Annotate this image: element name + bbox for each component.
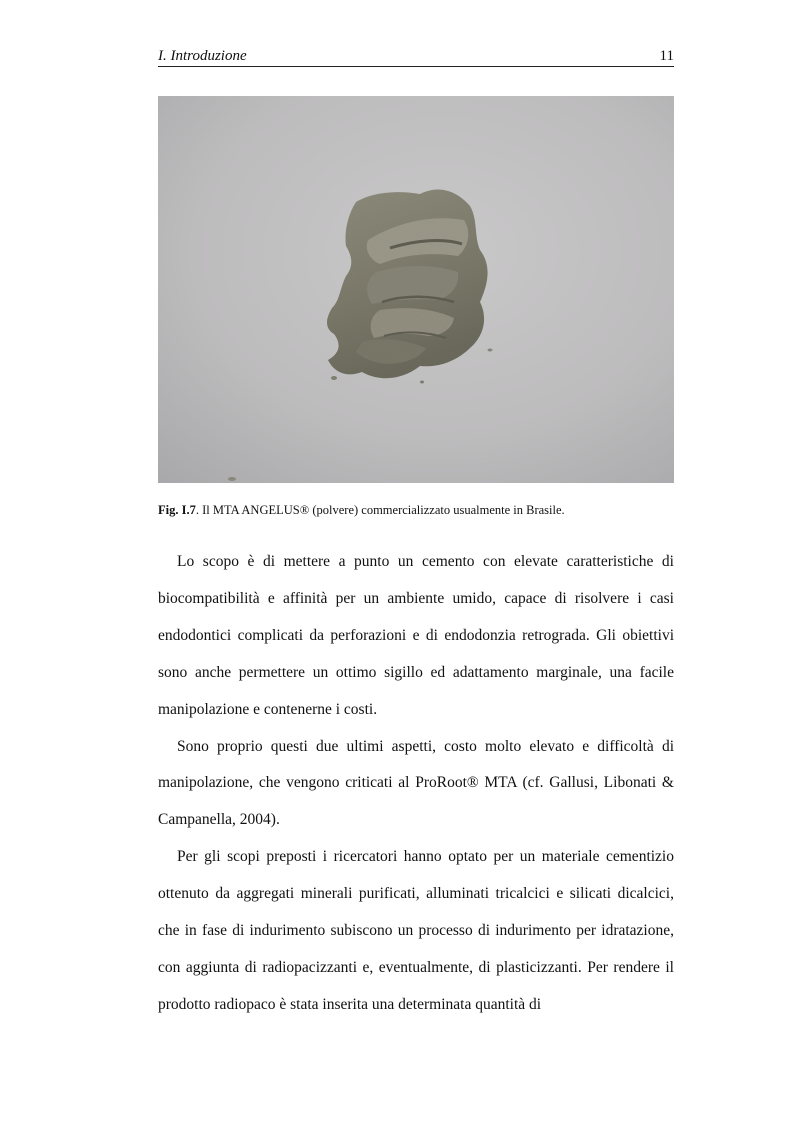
- figure-photo-mta-powder: [158, 96, 674, 483]
- chapter-title: I. Introduzione: [158, 48, 247, 64]
- page-number: 11: [659, 48, 674, 64]
- figure-label: Fig. I.7: [158, 503, 196, 517]
- running-header: [158, 46, 674, 67]
- powder-photo: [158, 96, 674, 483]
- figure-caption-text: . Il MTA ANGELUS® (polvere) commercializzato usualmente in Brasile.: [195, 503, 565, 517]
- paragraph: Sono proprio questi due ultimi aspetti, costo molto elevato e difficoltà di manipolazione, che vengono criticati al ProRoot® MTA (cf. Gallusi, Libonati & Campanella, 2004).: [158, 737, 674, 829]
- figure-caption: [158, 503, 674, 518]
- paragraph: Per gli scopi preposti i ricercatori hanno optato per un materiale cementizio ottenuto da aggregati minerali purificati, alluminati tricalcici e silicati dicalcici, che in fase di indurimento subiscono un processo di indurimento per idratazione, con aggiunta di radiopacizzanti e, eventualmente, di plasticizzanti. Per rendere il prodotto radiopaco è stata inserita una determinata quantità di: [158, 848, 674, 1013]
- paragraph: Lo scopo è di mettere a punto un cemento con elevate caratteristiche di biocompatibilità e affinità per un ambiente umido, capace di risolvere i casi endodontici complicati da perforazioni e di endodonzia retrograda. Gli obiettivi sono anche permettere un ottimo sigillo ed adattamento marginale, una facile manipolazione e contenerne i costi.: [158, 553, 674, 718]
- powder-pile: [327, 190, 488, 379]
- body-text: [158, 544, 674, 1024]
